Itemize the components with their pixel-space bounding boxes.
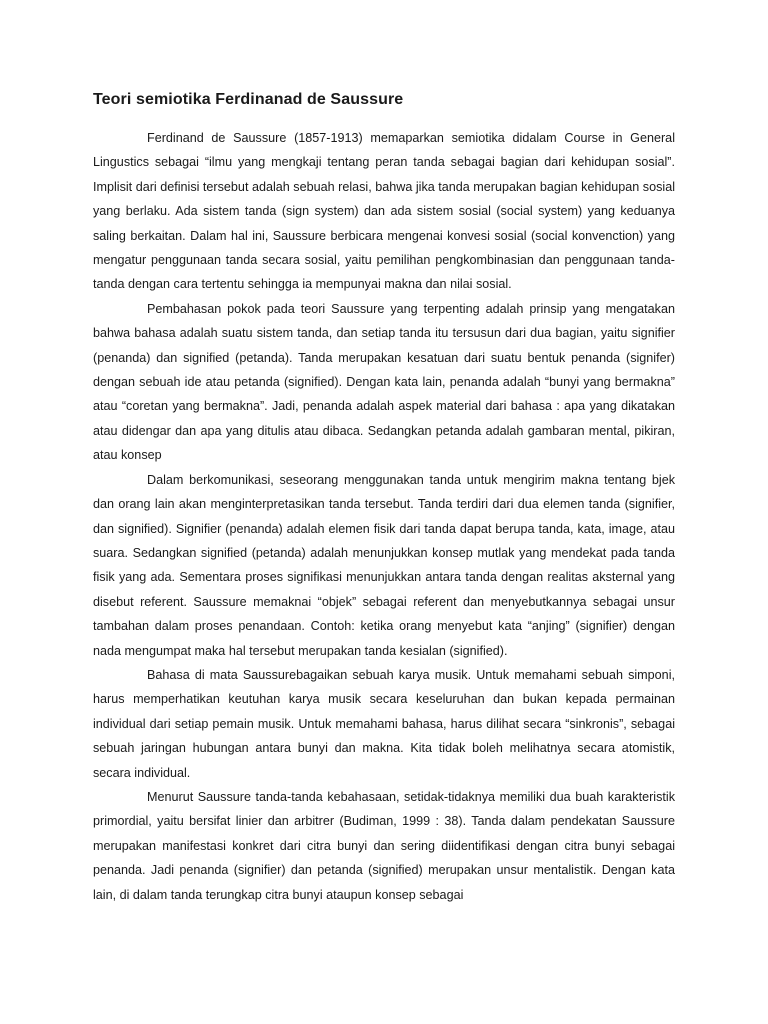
- paragraph-4: Bahasa di mata Saussurebagaikan sebuah karya musik. Untuk memahami sebuah simponi, harus memperhatikan keutuhan karya musik secara keseluruhan dan bukan kepada permainan individual dari setiap pemain musik. Untuk memahami bahasa, harus dilihat secara “sinkronis”, sebagai sebuah jaringan hubungan antara bunyi dan makna. Kita tidak boleh melihatnya secara atomistik, secara individual.: [93, 667, 675, 780]
- paragraph-5: Menurut Saussure tanda-tanda kebahasaan, setidak-tidaknya memiliki dua buah karakteristik primordial, yaitu bersifat linier dan arbitrer (Budiman, 1999 : 38). Tanda dalam pendekatan Saussure merupakan manifestasi konkret dari citra bunyi dan sering diidentifikasi dengan citra bunyi sebagai penanda. Jadi penanda (signifier) dan petanda (signified) merupakan unsur mentalistik. Dengan kata lain, di dalam tanda terungkap citra bunyi ataupun konsep sebagai: [93, 789, 675, 902]
- paragraph-2: Pembahasan pokok pada teori Saussure yang terpenting adalah prinsip yang mengatakan bahwa bahasa adalah suatu sistem tanda, dan setiap tanda itu tersusun dari dua bagian, yaitu signifier (penanda) dan signified (petanda). Tanda merupakan kesatuan dari suatu bentuk penanda (signifer) dengan sebuah ide atau petanda (signified). Dengan kata lain, penanda adalah “bunyi yang bermakna” atau “coretan yang bermakna”. Jadi, penanda adalah aspek material dari bahasa : apa yang dikatakan atau didengar dan apa yang ditulis atau dibaca. Sedangkan petanda adalah gambaran mental, pikiran, atau konsep: [93, 301, 675, 463]
- document-title: Teori semiotika Ferdinanad de Saussure: [93, 91, 404, 108]
- document-page: [93, 88, 675, 907]
- paragraph-1: Ferdinand de Saussure (1857-1913) memaparkan semiotika didalam Course in General Lingustics sebagai “ilmu yang mengkaji tentang peran tanda sebagai bagian dari kehidupan sosial”. Implisit dari definisi tersebut adalah sebuah relasi, bahwa jika tanda merupakan bagian kehidupan sosial yang berlaku. Ada sistem tanda (sign system) dan ada sistem sosial (social system) yang keduanya saling berkaitan. Dalam hal ini, Saussure berbicara mengenai konvesi sosial (social konvenction) yang mengatur penggunaan tanda secara sosial, yaitu pemilihan pengkombinasian dan penggunaan tanda-tanda dengan cara tertentu sehingga ia mempunyai makna dan nilai sosial.: [93, 131, 675, 292]
- paragraph-3: Dalam berkomunikasi, seseorang menggunakan tanda untuk mengirim makna tentang bjek dan orang lain akan menginterpretasikan tanda tersebut. Tanda terdiri dari dua elemen tanda (signifier, dan signified). Signifier (penanda) adalah elemen fisik dari tanda dapat berupa tanda, kata, image, atau suara. Sedangkan signified (petanda) adalah menunjukkan konsep mutlak yang mendekat pada tanda fisik yang ada. Sementara proses signifikasi menunjukkan antara tanda dengan realitas aksternal yang disebut referent. Saussure memaknai “objek” sebagai referent dan menyebutkannya sebagai unsur tambahan dalam proses penandaan. Contoh: ketika orang menyebut kata “anjing” (signifier) dengan nada mengumpat maka hal tersebut merupakan tanda kesialan (signified).: [93, 472, 675, 658]
